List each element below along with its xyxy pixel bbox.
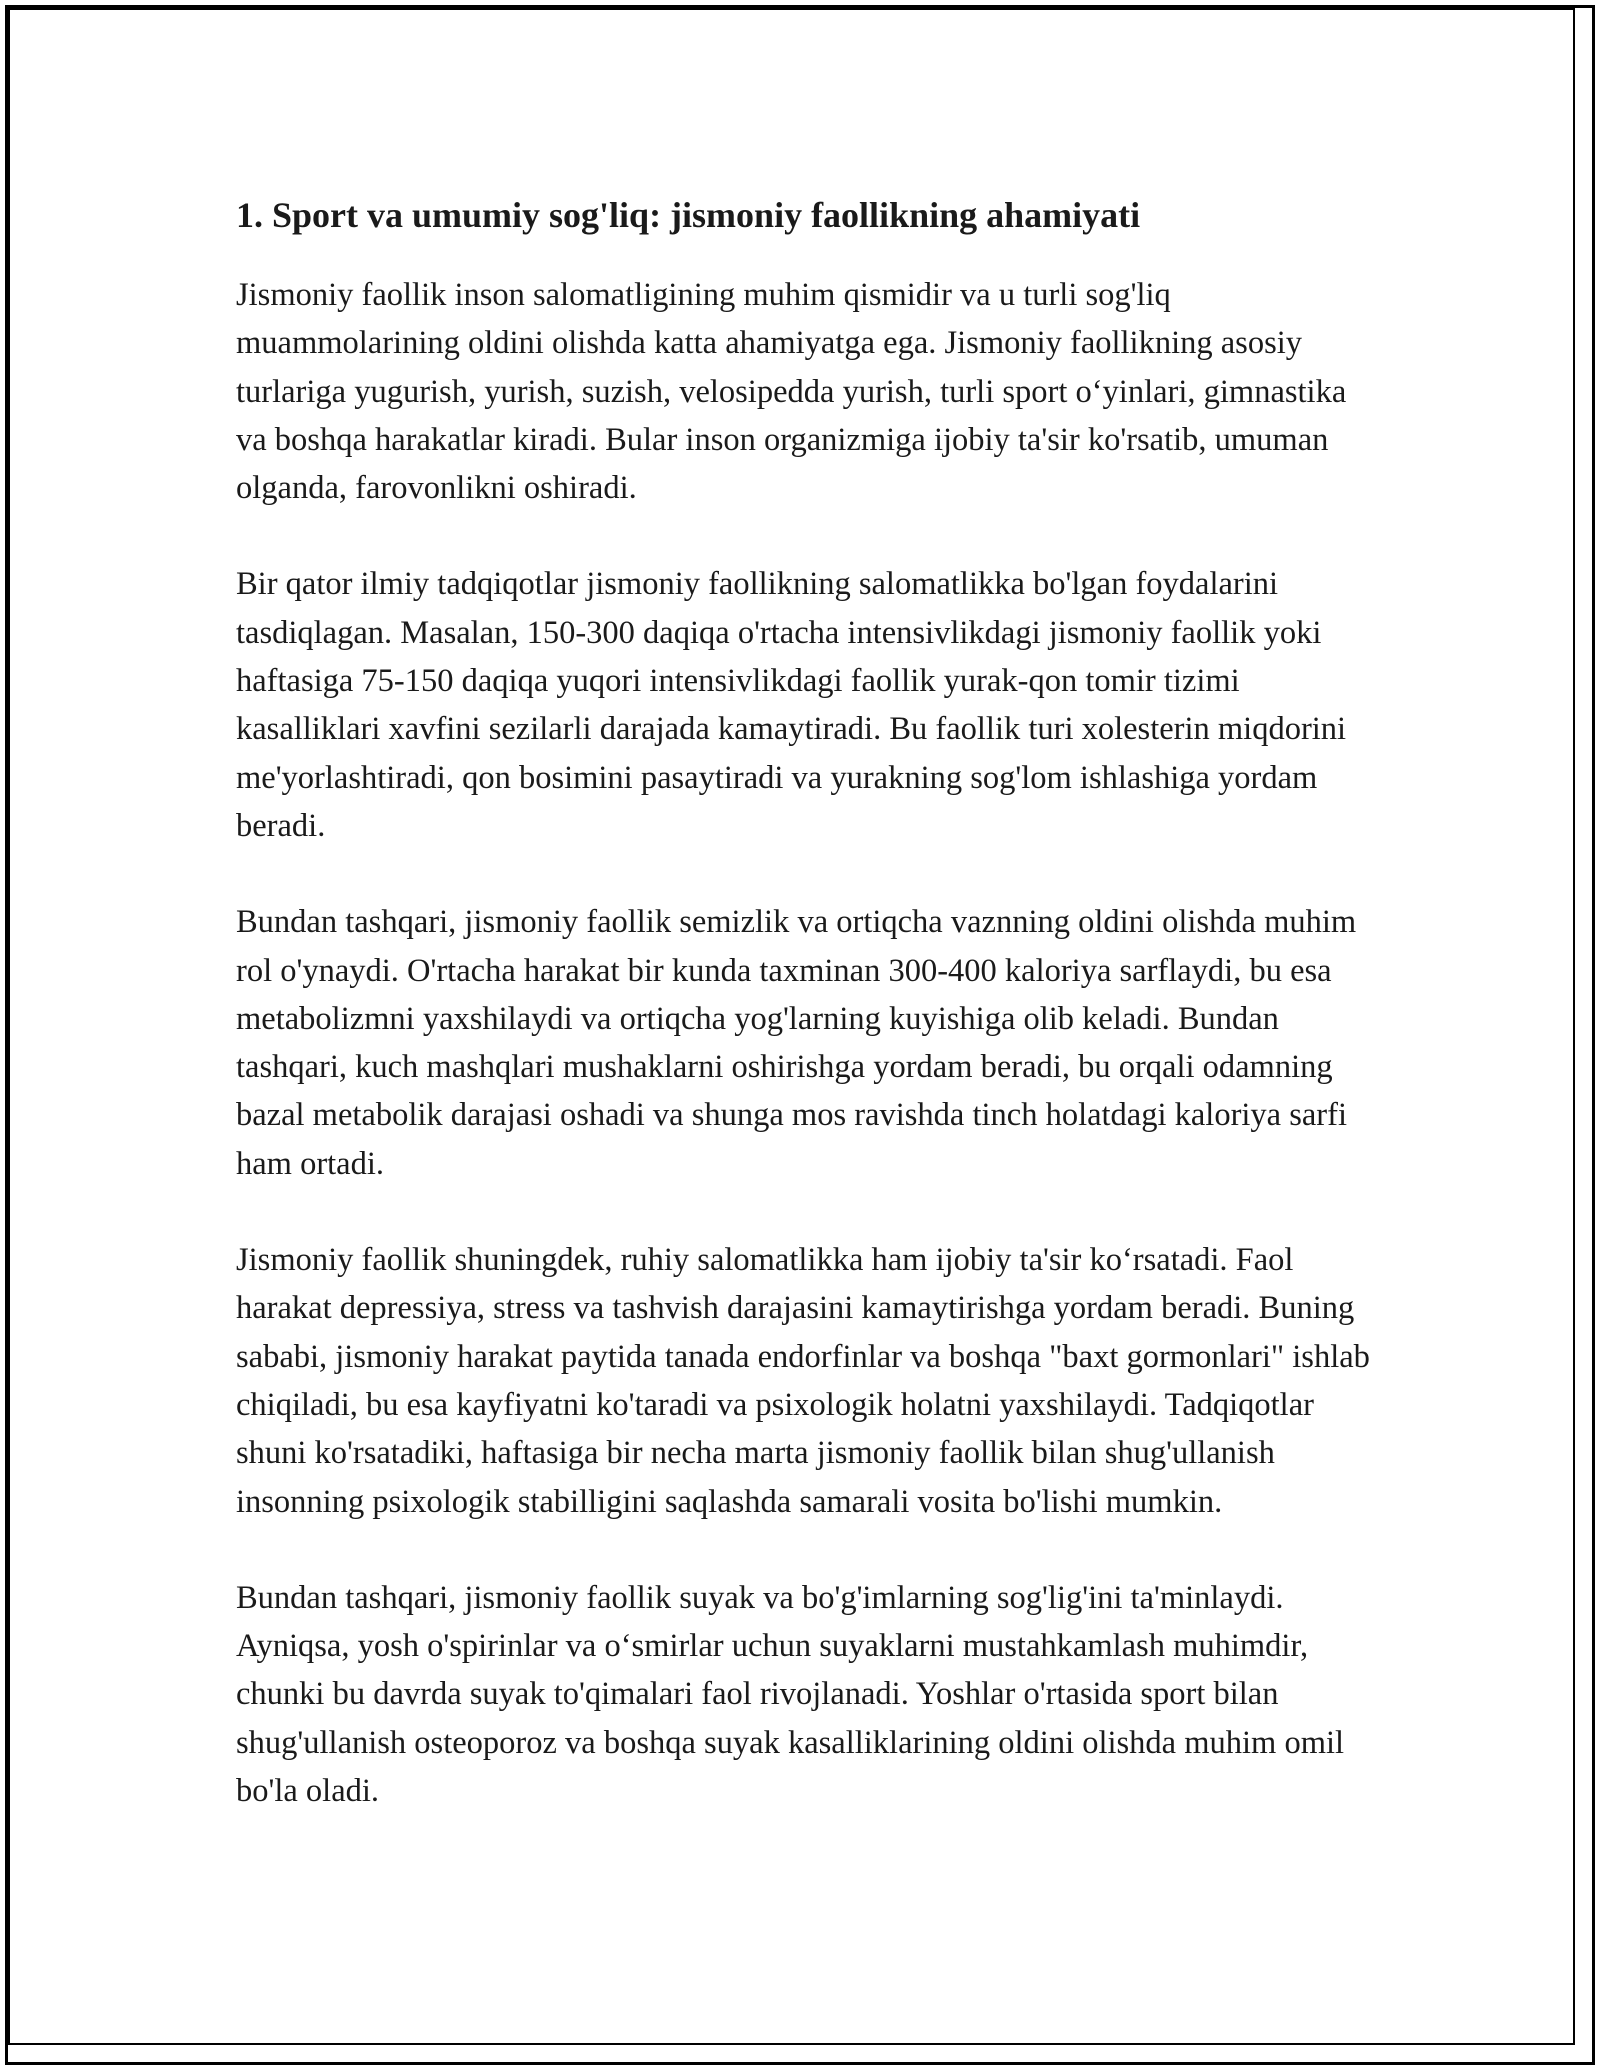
section-heading: 1. Sport va umumiy sog'liq: jismoniy faollikning ahamiyati: [236, 195, 1141, 235]
paragraph-weight-metabolism: Bundan tashqari, jismoniy faollik semizlik va ortiqcha vaznning oldini olishda muhim rol o'ynaydi. O'rtacha harakat bir kunda taxminan 300-400 kaloriya sarflaydi, bu esa metabolizmni yaxshilaydi va ortiqcha yog'larning kuyishiga olib keladi. Bundan tashqari, kuch mashqlari mushaklarni oshirishga yordam beradi, bu orqali odamning bazal metabolik darajasi oshadi va shunga mos ravishda tinch holatdagi kaloriya sarfi ham ortadi.: [236, 904, 1357, 1182]
paragraph-mental-health: Jismoniy faollik shuningdek, ruhiy salomatlikka ham ijobiy ta'sir ko‘rsatadi. Faol harakat depressiya, stress va tashvish darajasini kamaytirishga yordam beradi. Buning sababi, jismoniy harakat paytida tanada endorfinlar va boshqa "baxt gormonlari" ishlab chiqiladi, bu esa kayfiyatni ko'taradi va psixologik holatni yaxshilaydi. Tadqiqotlar shuni ko'rsatadiki, haftasiga bir necha marta jismoniy faollik bilan shug'ullanish insonning psixologik stabilligini saqlashda samarali vosita bo'lishi mumkin.: [236, 1242, 1370, 1520]
document-body: [236, 185, 1376, 1863]
paragraph-bone-joint-health: Bundan tashqari, jismoniy faollik suyak va bo'g'imlarning sog'lig'ini ta'minlaydi. Ayniqsa, yosh o'spirinlar va o‘smirlar uchun suyaklarni mustahkamlash muhimdir, chunki bu davrda suyak to'qimalari faol rivojlanadi. Yoshlar o'rtasida sport bilan shug'ullanish osteoporoz va boshqa suyak kasalliklarining oldini olishda muhim omil bo'la oladi.: [236, 1579, 1345, 1810]
paragraph-cardiovascular-benefits: Bir qator ilmiy tadqiqotlar jismoniy faollikning salomatlikka bo'lgan foydalarini tasdiqlagan. Masalan, 150-300 daqiqa o'rtacha intensivlikdagi jismoniy faollik yoki haftasiga 75-150 daqiqa yuqori intensivlikdagi faollik yurak-qon tomir tizimi kasalliklari xavfini sezilarli darajada kamaytiradi. Bu faollik turi xolesterin miqdorini me'yorlashtiradi, qon bosimini pasaytiradi va yurakning sog'lom ishlashiga yordam beradi.: [236, 566, 1347, 844]
paragraph-physical-activity-intro: Jismoniy faollik inson salomatligining muhim qismidir va u turli sog'liq muammolarining oldini olishda katta ahamiyatga ega. Jismoniy faollikning asosiy turlariga yugurish, yurish, suzish, velosipedda yurish, turli sport o‘yinlari, gimnastika va boshqa harakatlar kiradi. Bular inson organizmiga ijobiy ta'sir ko'rsatib, umuman olganda, farovonlikni oshiradi.: [236, 277, 1347, 507]
